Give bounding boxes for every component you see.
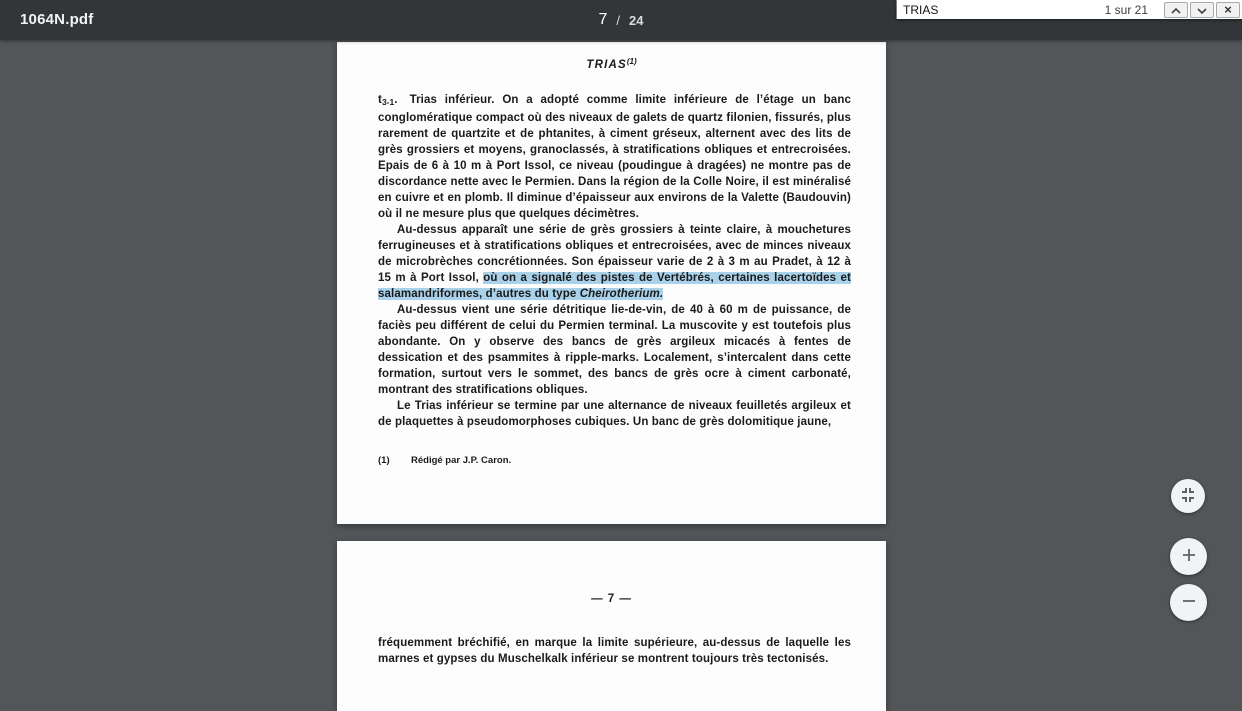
- pdf-page-7[interactable]: [337, 42, 886, 524]
- zoom-in-button[interactable]: [1170, 538, 1207, 575]
- find-input[interactable]: [897, 0, 1162, 19]
- selected-text: où on a signalé des pistes de Vertébrés, certaines lacertoïdes et salamandriformes, d’autres du type: [378, 272, 851, 300]
- para-gres-grossiers: [378, 222, 851, 302]
- page-number-label: — 7 —: [591, 593, 632, 605]
- footnote: [378, 455, 851, 467]
- para-text: Au-dessus apparaît une série de grès grossiers à teinte claire, à mouchetures ferrugineuses et à stratifications obliques et entrecroisées, avec de minces niveaux de microbrèches concrétionnées. Son épaisseur varie de 2 à 3 m au Pradet, à 12 à 15 m à Port Issol,: [378, 224, 851, 284]
- find-query-text: TRIAS: [903, 2, 939, 17]
- plus-icon: [1181, 547, 1197, 566]
- chevron-down-icon: [1197, 2, 1207, 17]
- para-text: On a adopté comme limite inférieure de l’étage un banc conglomératique compact où des niveaux de galets de quartz filonien, fissurés, plus rarement de quartzite et de phtanites, à ciment gréseux, alternent avec des lits de grès grossiers et moyens, granoclassés, à stratifications obliques et entrecroisées. Epais de 6 à 10 m à Port Issol, ce niveau (poudingue à dragées) ne montre pas de discordance nette avec le Permien. Dans la région de la Colle Noire, il est minéralisé en cuivre et en plomb. Il diminue d’épaisseur aux environs de la Valette (Baudouvin) où il ne mesure plus que quelques décimètres.: [378, 94, 851, 220]
- fit-to-page-icon: [1179, 486, 1197, 507]
- selected-text-italic: Cheirotherium.: [579, 288, 664, 300]
- para-brechifie: fréquemment bréchifié, en marque la limite supérieure, au-dessus de laquelle les marnes et gypses du Muschelkalk inférieur se montrent toujours très tectonisés.: [378, 637, 851, 665]
- footnote-marker: (1): [378, 455, 390, 466]
- document-title: 1064N.pdf: [20, 11, 94, 28]
- page-divider: /: [616, 12, 621, 28]
- footnote-text: Rédigé par J.P. Caron.: [411, 455, 512, 466]
- page-body: [378, 635, 851, 667]
- page-body: [378, 92, 851, 430]
- section-heading-text: TRIAS: [586, 59, 627, 71]
- find-bar: [896, 0, 1242, 19]
- page-total: 24: [629, 12, 644, 28]
- minus-icon: [1181, 593, 1197, 612]
- para-serie-detritique: Au-dessus vient une série détritique lie-de-vin, de 40 à 60 m de puissance, de faciès peu différent de celui du Permien terminal. La muscovite y est toutefois plus abondante. On y observe des bancs de grès argileux micacés à fentes de dessication et des psammites à ripple-marks. Localement, s’intercalent dans cette formation, surtout vers le sommet, des bancs de grès ocre à ciment carbonaté, montrant des stratifications obliques.: [378, 304, 851, 396]
- para-label: $t_{3-1}$.: [378, 94, 398, 107]
- pdf-page-8[interactable]: [337, 541, 886, 711]
- find-close-button[interactable]: [1216, 2, 1240, 18]
- chevron-up-icon: [1171, 2, 1181, 17]
- zoom-out-button[interactable]: [1170, 584, 1207, 621]
- para-lead: Trias inférieur.: [409, 94, 495, 106]
- find-results-count: 1 sur 21: [1104, 2, 1148, 17]
- para-trias-fin: Le Trias inférieur se termine par une alternance de niveaux feuilletés argileux et de plaquettes à pseudomorphoses cubiques. Un banc de grès dolomitique jaune,: [378, 400, 851, 428]
- para-trias-inferieur: [378, 92, 851, 222]
- section-heading: [337, 57, 886, 71]
- find-next-button[interactable]: [1190, 2, 1214, 18]
- heading-footnote-ref: (1): [626, 57, 637, 66]
- current-page-input[interactable]: 7: [598, 11, 608, 28]
- find-previous-button[interactable]: [1164, 2, 1188, 18]
- fit-page-button[interactable]: [1171, 479, 1205, 513]
- close-icon: ×: [1224, 2, 1232, 17]
